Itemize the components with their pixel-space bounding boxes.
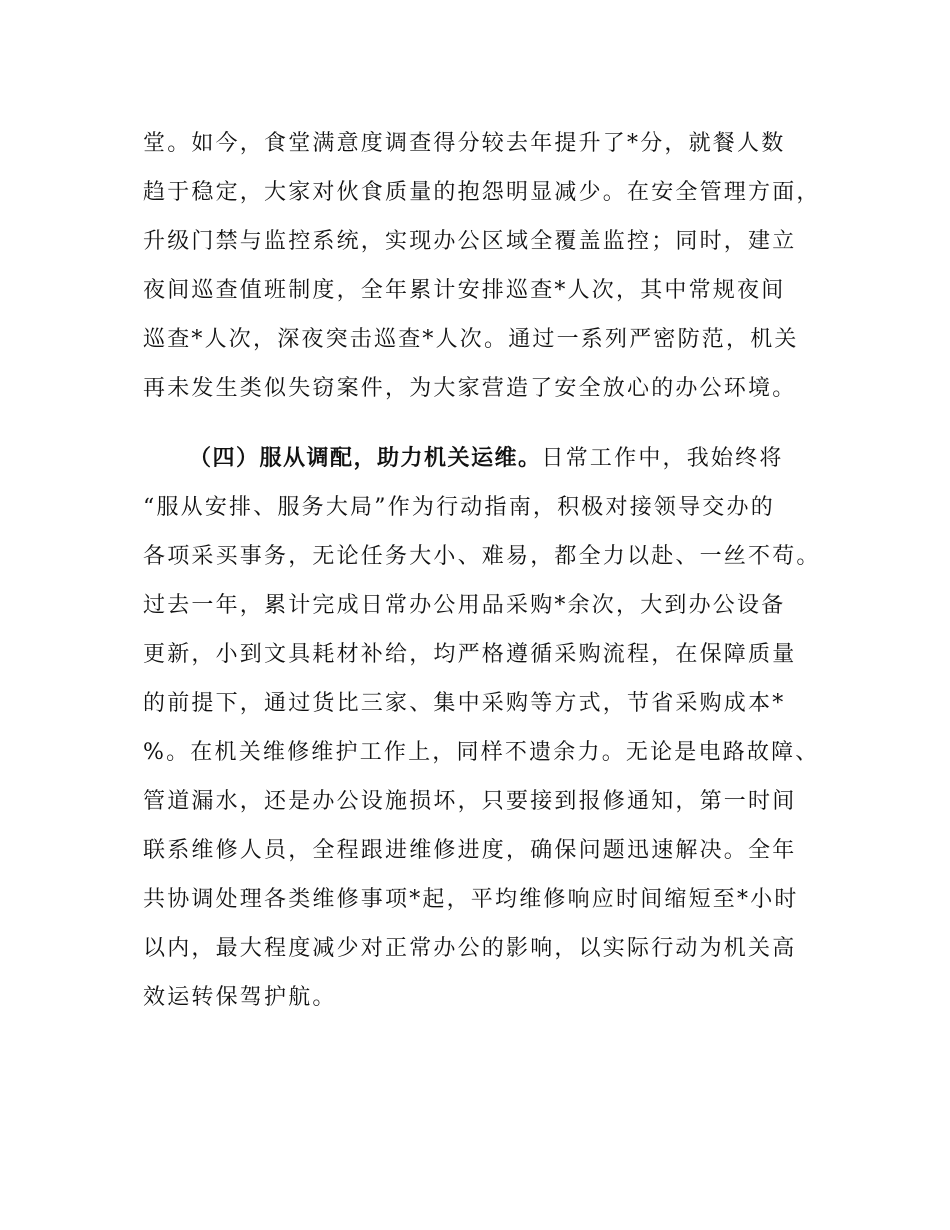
text-line: 夜间巡查值班制度，全年累计安排巡查*人次，其中常规夜间 <box>143 278 786 303</box>
text-span: 日常工作中，我始终将 <box>541 446 784 471</box>
text-line: 巡查*人次，深夜突击巡查*人次。通过一系列严密防范，机关 <box>143 327 799 352</box>
text-line: 升级门禁与监控系统，实现办公区域全覆盖监控；同时，建立 <box>143 229 797 254</box>
section-heading: （四）服从调配，助力机关运维。 <box>189 446 542 471</box>
text-line: %。在机关维修维护工作上，同样不遗余力。无论是电路故障、 <box>143 740 820 765</box>
text-line: 过去一年，累计完成日常办公用品采购*余次，大到办公设备 <box>143 593 786 618</box>
text-line: 趋于稳定，大家对伙食质量的抱怨明显减少。在安全管理方面， <box>143 180 821 205</box>
paragraph-security-management <box>143 119 843 413</box>
text-line: 的前提下，通过货比三家、集中采购等方式，节省采购成本* <box>143 691 786 716</box>
text-line: 管道漏水，还是办公设施损坏，只要接到报修通知，第一时间 <box>143 789 797 814</box>
text-line: 以内，最大程度减少对正常办公的影响，以实际行动为机关高 <box>143 936 797 961</box>
paragraph-first-line <box>143 434 843 483</box>
text-line: 更新，小到文具耗材补给，均严格遵循采购流程，在保障质量 <box>143 642 797 667</box>
paragraph-operations-support <box>143 434 843 1022</box>
text-line: 联系维修人员，全程跟进维修进度，确保问题迅速解决。全年 <box>143 838 797 863</box>
text-line: 堂。如今，食堂满意度调查得分较去年提升了*分，就餐人数 <box>143 131 786 156</box>
text-line: 共协调处理各类维修事项*起，平均维修响应时间缩短至*小时 <box>143 887 799 912</box>
text-line: 再未发生类似失窃案件，为大家营造了安全放心的办公环境。 <box>143 376 797 401</box>
text-line: “服从安排、服务大局”作为行动指南，积极对接领导交办的 <box>143 495 775 520</box>
text-line: 各项采买事务，无论任务大小、难易，都全力以赴、一丝不苟。 <box>143 544 821 569</box>
text-line: 效运转保驾护航。 <box>143 985 337 1010</box>
